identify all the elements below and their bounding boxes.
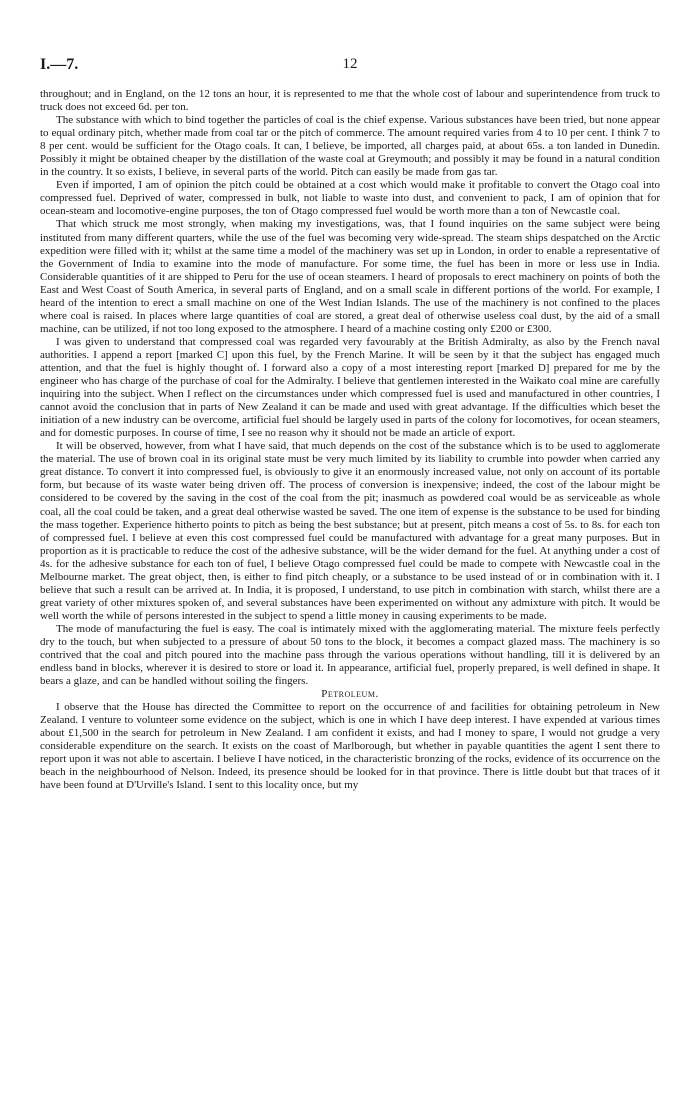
page-body	[40, 88, 660, 793]
paragraph: The mode of manufacturing the fuel is easy. The coal is intimately mixed with the agglomerating material. The mixture feels perfectly dry to the touch, but when subjected to a pressure of about 50 tons to the block, it becomes a compact glazed mass. The machinery is so contrived that the coal and pitch poured into the machine pass through the various operations without handling, till it is delivered by an endless band in blocks, wherever it is desired to store or load it. In appearance, artificial fuel, properly prepared, is well defined in shape. It bears a glaze, and can be handled without soiling the fingers.	[40, 622, 660, 688]
page-header	[40, 56, 660, 78]
paragraph: Even if imported, I am of opinion the pitch could be obtained at a cost which would make it profitable to convert the Otago coal into compressed fuel. Deprived of water, compressed in bulk, not liable to waste into dust, and convenient to pack, I am of opinion that for ocean-steam and locomotive-engine purposes, the ton of Otago compressed fuel would be worth more than a ton of Newcastle coal.	[40, 179, 660, 218]
paragraph: I was given to understand that compressed coal was regarded very favourably at the British Admiralty, as also by the French naval authorities. I append a report [marked C] upon this fuel, by the French Marine. It will be seen by it that the subject has engaged much attention, and that the fuel is highly thought of. I forward also a copy of a most interesting report [marked D] prepared for me by the engineer who has charge of the purchase of coal for the Admiralty. I believe that gentlemen interested in the Waikato coal mine are carefully inquiring into the subject. When I reflect on the circumstances under which compressed fuel is used and manufactured in other countries, I cannot avoid the conclusion that in parts of New Zealand it can be made and used with great advantage. If the difficulties which beset the initiation of a new industry can be overcome, artificial fuel should be largely used in parts of the colony for locomotives, for ocean steamers, and for domestic purposes. In course of time, I see no reason why it should not be made an article of export.	[40, 335, 660, 440]
page-number: 12	[342, 56, 358, 72]
paragraph: throughout; and in England, on the 12 tons an hour, it is represented to me that the whole cost of labour and superintendence from truck to truck does not exceed 6d. per ton.	[40, 88, 660, 114]
paragraph: That which struck me most strongly, when making my investigations, was, that I found inquiries on the same subject were being instituted from many different quarters, while the use of the fuel was becoming very wide-spread. The steam ships despatched on the Arctic expedition were filled with it; whilst at the same time a model of the machinery was set up in London, in order to enable a representative of the Government of India to examine into the mode of manufacture. For some time, the fuel has been in more or less use in India. Considerable quantities of it are shipped to Peru for the use of ocean steamers. I heard of proposals to erect machinery on points of both the East and West Coast of South America, in several parts of England, and on a small scale in different portions of the world. For example, I heard of the intention to erect a small machine on one of the West Indian Islands. The use of the machinery is not confined to the places where coal is raised. In places where large quantities of coal are stored, a great deal of otherwise useless coal dust, by the aid of a small machine, can be utilized, if not too long exposed to the atmosphere. I heard of a machine costing only £200 or £300.	[40, 218, 660, 335]
paragraph: I observe that the House has directed the Committee to report on the occurrence of and facilities for obtaining petroleum in New Zealand. I venture to volunteer some evidence on the subject, which is one in which I have deep interest. I have expended at various times about £1,500 in the search for petroleum in New Zealand. I am confident it exists, and had I money to spare, I would not grudge a very considerable expenditure on the search. It exists on the coast of Marlborough, but whether in payable quantities the agent I sent there to report upon it was not able to ascertain. I believe I have noticed, in the characteristic bronzing of the rocks, evidence of its occurrence on the beach in the neighbourhood of Nelson. Indeed, its presence should be looked for in that province. There is little doubt but that traces of it have been found at D'Urville's Island. I sent to this locality once, but my	[40, 701, 660, 792]
paragraph: It will be observed, however, from what I have said, that much depends on the cost of the substance which is to be used to agglomerate the material. The use of brown coal in its original state must be very much limited by its liability to crumble into powder when carried any great distance. To convert it into compressed fuel, is obviously to give it an enormously increased value, not only on account of its portable form, but because of its waste water being driven off. The process of conversion is inexpensive; indeed, the cost of the labour might be considered to be covered by the saving in the cost of the coal from the pit; inasmuch as powdered coal would be as serviceable as whole coal, all the coal could be taken, and a great deal otherwise wasted be saved. The one item of expense is the substance to be used for binding the mass together. Experience hitherto points to pitch as being the best substance; but at present, pitch means a cost of 5s. to 8s. for each ton of compressed fuel. I believe at even this cost compressed fuel could be manufactured with advantage for a great many purposes. But in proportion as it is practicable to reduce the cost of the adhesive substance, will be the wider demand for the fuel. At anything under a cost of 4s. for the adhesive substance for each ton of fuel, I believe Otago compressed fuel could be made to compete with Newcastle coal in the Melbourne market. The great object, then, is either to find pitch cheaply, or a substance to be used instead of or in combination with it. I believe that such a result can be arrived at. In India, it is proposed, I understand, to use pitch in combination with starch, whilst there are a great variety of other mixtures spoken of, and several substances have been experimented on without any admixture with pitch. It would be well worth the while of persons interested in the subject to spend a little money in causing experiments to be made.	[40, 440, 660, 622]
document-reference: I.—7.	[40, 56, 79, 73]
section-heading: Petroleum.	[321, 688, 379, 701]
paragraph: The substance with which to bind together the particles of coal is the chief expense. Various substances have been tried, but none appear to equal ordinary pitch, whether made from coal tar or the pitch of commerce. The amount required varies from 4 to 10 per cent. I think 7 to 8 per cent. would be sufficient for the Otago coals. It can, I believe, be imported, all charges paid, at about 65s. a ton landed in Dunedin. Possibly it might be obtained cheaper by the distillation of the waste coal at Greymouth; and possibly it may be found in a natural condition in the country. It so exists, I believe, in several parts of the world. Pitch can easily be made from gas tar.	[40, 114, 660, 179]
